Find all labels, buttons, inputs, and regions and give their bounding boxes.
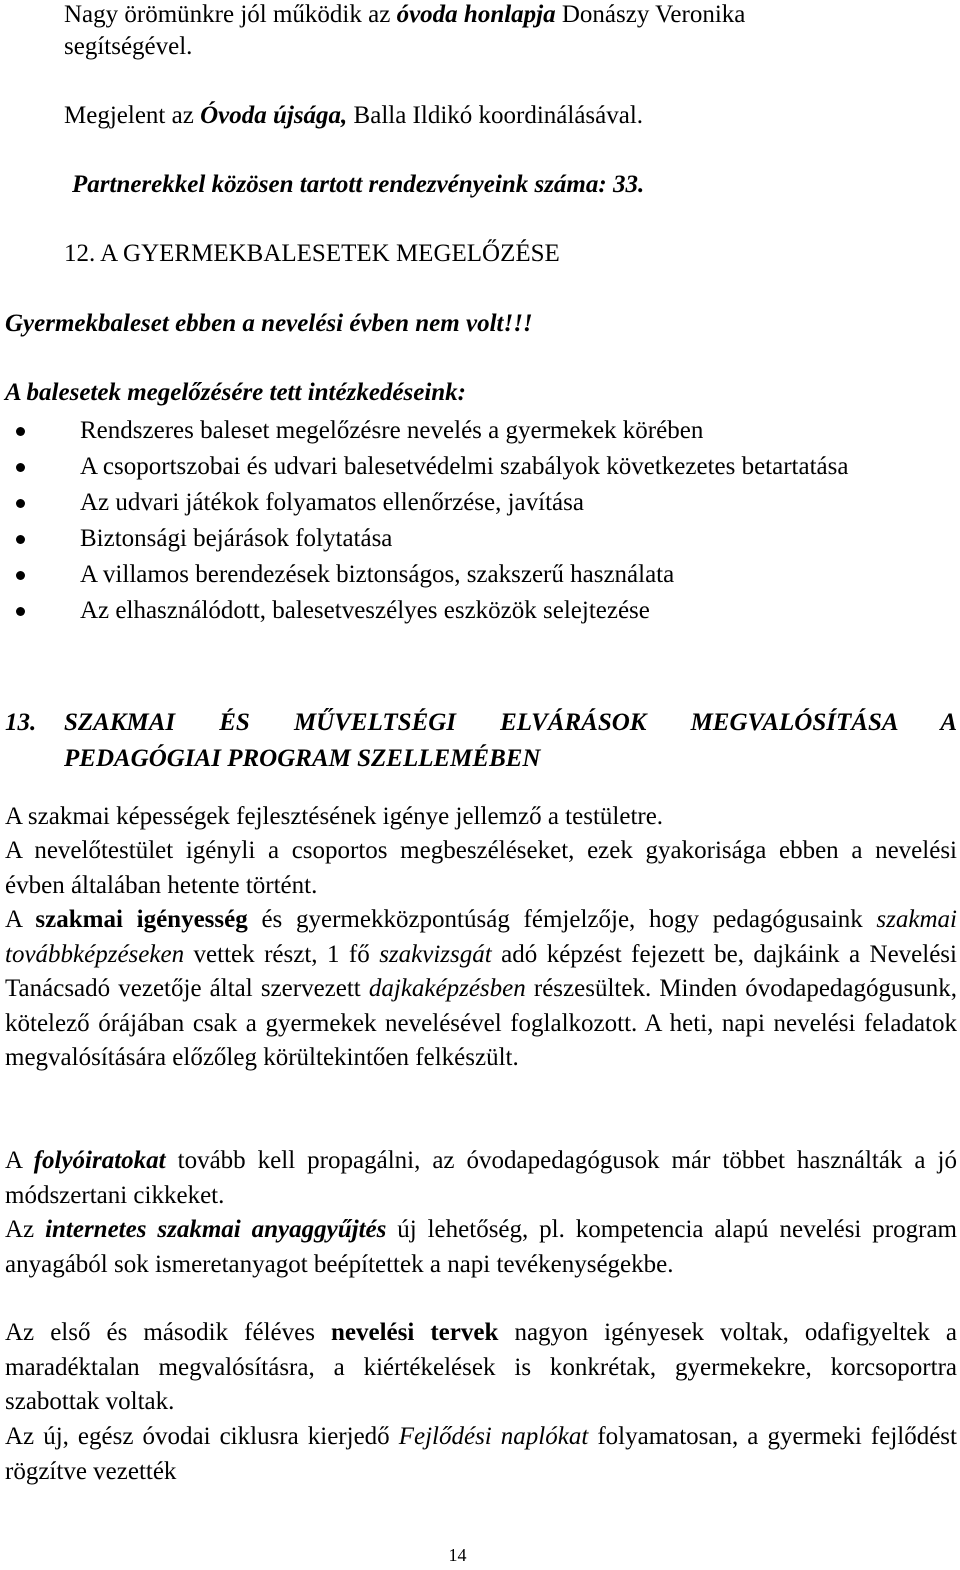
list-item-text: Az udvari játékok folyamatos ellenőrzése, javítása — [80, 489, 584, 516]
development-diaries-emphasis: Fejlődési naplókat — [398, 1423, 589, 1450]
list-item — [0, 593, 957, 629]
text-run: és gyermekközpontúság fémjelzője, hogy pedagógusaink — [247, 906, 877, 933]
list-item-text: A villamos berendezések biztonságos, szakszerű használata — [80, 561, 675, 588]
text-run: adó képzést fejezett be, dajkáink a Nevelési Tanácsadó vezetője által szervezett — [5, 940, 957, 1002]
section-12-heading: 12. A GYERMEKBALESETEK MEGELŐZÉSE — [64, 240, 560, 267]
section-13-title-line-1: SZAKMAI ÉS MŰVELTSÉGI ELVÁRÁSOK MEGVALÓSÍTÁSA A — [64, 709, 957, 736]
text-run: A — [5, 906, 36, 933]
text-run: részesültek. Minden óvodapedagógusunk, kötelező órájában csak a gyermekek nevelésével foglalkozott. A heti, napi nevelési feladatok megvalósítására előzőleg körültekintően felkészült. — [5, 975, 957, 1071]
bullet-icon — [16, 535, 25, 544]
list-item — [0, 449, 957, 485]
list-item — [0, 521, 957, 557]
list-item — [0, 413, 957, 449]
training-emphasis: szakmai továbbképzéseken — [5, 906, 957, 968]
list-item — [0, 485, 957, 521]
text-run: Az — [5, 1216, 46, 1243]
professional-standards-emphasis: szakmai igényesség — [35, 906, 248, 933]
kindergarten-website-emphasis: óvoda honlapja — [396, 1, 556, 28]
intro-line-2: segítségével. — [64, 33, 193, 60]
text-run: folyamatosan, a gyermeki fejlődést rögzítve vezették — [5, 1423, 957, 1485]
page-number: 14 — [448, 1545, 467, 1565]
text-run: Megjelent az — [64, 102, 201, 129]
bullet-icon — [16, 427, 25, 436]
no-accident-statement: Gyermekbaleset ebben a nevelési évben nem volt!!! — [5, 310, 533, 337]
text-run: Nagy örömünkre jól működik az — [64, 1, 397, 28]
partner-events-count: Partnerekkel közösen tartott rendezvényeink száma: 33. — [72, 171, 645, 198]
nanny-training-emphasis: dajkaképzésben — [368, 975, 526, 1002]
intro-line-3 — [64, 101, 643, 131]
measures-title: A balesetek megelőzésére tett intézkedéseink: — [5, 379, 467, 406]
paragraph-6 — [5, 1316, 957, 1420]
text-run: Balla Ildikó koordinálásával. — [347, 102, 644, 129]
section-13-heading — [5, 705, 957, 772]
section-13-title-line-2: PEDAGÓGIAI PROGRAM SZELLEMÉBEN — [64, 745, 541, 772]
bullet-icon — [16, 463, 25, 472]
list-item-text: Biztonsági bejárások folytatása — [80, 525, 393, 552]
list-item-text: A csoportszobai és udvari balesetvédelmi szabályok következetes betartatása — [80, 453, 849, 480]
bullet-icon — [16, 571, 25, 580]
paragraph-2: A nevelőtestület igényli a csoportos megbeszéléseket, ezek gyakorisága ebben a nevelési évben általában hetente történt. — [5, 837, 957, 899]
text-run: Donászy Veronika — [555, 1, 746, 28]
intro-line-1 — [64, 0, 745, 30]
paragraph-3 — [5, 903, 957, 1076]
paragraph-1: A szakmai képességek fejlesztésének igénye jellemző a testületre. — [5, 803, 664, 830]
kindergarten-newspaper-emphasis: Óvoda újsága, — [200, 102, 348, 129]
education-plans-emphasis: nevelési tervek — [331, 1319, 499, 1346]
paragraph-5 — [5, 1213, 957, 1282]
text-run: tovább kell propagálni, az óvodapedagógusok már többet használták a jó módszertani cikkeket. — [5, 1147, 957, 1209]
text-run: nagyon igényesek voltak, odafigyeltek a maradéktalan megvalósításra, a kiértékelések is konkrétak, gyermekekre, korcsoportra szabottak voltak. — [5, 1319, 957, 1415]
measures-list — [0, 413, 957, 629]
text-run: A — [5, 1147, 34, 1174]
section-13-number: 13. — [5, 709, 37, 736]
text-run: új lehetőség, pl. kompetencia alapú nevelési program anyagából sok ismeretanyagot beépítettek a napi tevékenységekbe. — [5, 1216, 957, 1278]
bullet-icon — [16, 499, 25, 508]
list-item-text: Az elhasználódott, balesetveszélyes eszközök selejtezése — [80, 597, 650, 624]
journals-emphasis: folyóiratokat — [33, 1147, 166, 1174]
paragraph-7 — [5, 1420, 957, 1489]
exam-emphasis: szakvizsgát — [379, 940, 492, 968]
text-run: Az első és második féléves — [5, 1319, 331, 1346]
internet-collection-emphasis: internetes szakmai anyaggyűjtés — [45, 1216, 387, 1243]
text-run: vettek részt, 1 fő — [184, 940, 380, 968]
list-item-text: Rendszeres baleset megelőzésre nevelés a gyermekek körében — [80, 417, 704, 444]
list-item — [0, 557, 957, 593]
bullet-icon — [16, 607, 25, 616]
paragraph-4 — [5, 1144, 957, 1213]
text-run: Az új, egész óvodai ciklusra kierjedő — [5, 1423, 399, 1450]
